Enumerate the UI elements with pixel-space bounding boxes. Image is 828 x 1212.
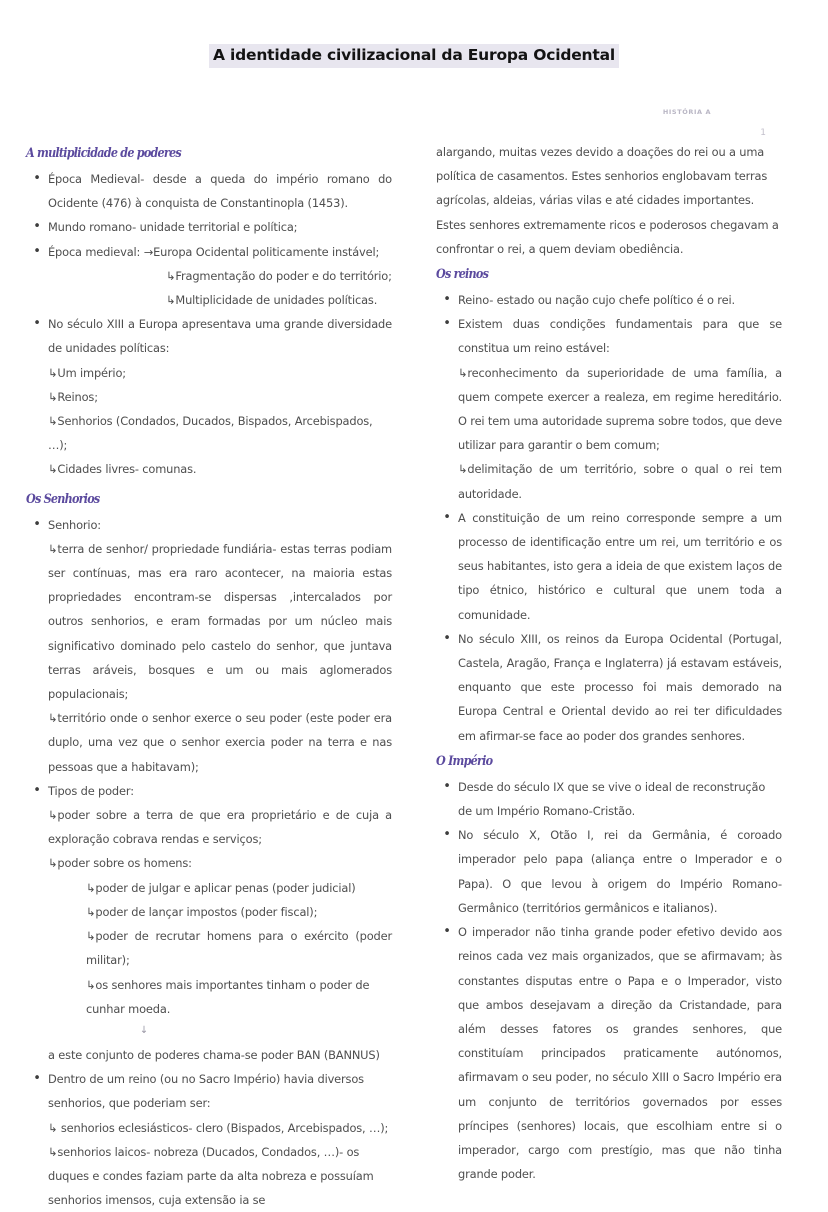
- sub-item-text: ↳Cidades livres- comunas.: [48, 462, 197, 477]
- left-column: [0, 140, 414, 1212]
- sub-item-text: ↳senhorios laicos- nobreza (Ducados, Condados, …)- os duques e condes faziam parte da alta nobreza e possuíam senhorios imensos, cuja extensão ia se: [48, 1144, 374, 1208]
- list-item: [436, 775, 782, 823]
- list-item-text: Época Medieval- desde a queda do império romano do Ocidente (476) à conquista de Constantinopla (1453).: [48, 172, 392, 211]
- sub-item-text: ↳reconhecimento da superioridade de uma família, a quem compete exercer a realeza, em regime hereditário. O rei tem uma autoridade suprema sobre todos, que deve utilizar para garantir o bem comum;: [458, 365, 782, 453]
- bullet-icon: •: [33, 316, 41, 332]
- list-item-text: Existem duas condições fundamentais para que se constitua um reino estável:: [458, 317, 782, 356]
- title-row: [0, 0, 828, 68]
- list-item: [26, 167, 392, 215]
- list-item-text: No século X, Otão I, rei da Germânia, é coroado imperador pelo papa (aliança entre o Imperador e o Papa). O que levou à origem do Império Romano-Germânico (territórios germânicos e italianos).: [458, 828, 782, 915]
- list-item: [436, 627, 782, 748]
- bullet-icon: •: [443, 509, 451, 525]
- list-item: [436, 920, 782, 1186]
- section-heading-imperio: O Império: [436, 753, 493, 769]
- left-block-multiplicidade: [26, 167, 392, 482]
- sub-item-text: ↳Reinos;: [48, 389, 98, 404]
- list-item-text: Senhorio:: [48, 517, 101, 532]
- sub-item-text: ↳poder sobre os homens:: [48, 856, 192, 871]
- bullet-icon: •: [443, 827, 451, 843]
- sub-item-text: ↳território onde o senhor exerce o seu poder (este poder era duplo, uma vez que o senhor exercia poder na terra e nas pessoas que a habitavam);: [48, 711, 392, 774]
- sub-item-text: ↳Multiplicidade de unidades políticas.: [166, 293, 378, 308]
- sub-item-text: ↳poder de julgar e aplicar penas (poder judicial): [86, 880, 356, 895]
- list-item-text: No século XIII, os reinos da Europa Ocidental (Portugal, Castela, Aragão, França e Inglaterra) já estavam estáveis, enquanto que este processo foi mais demorado na Europa Central e Oriental devido ao rei ter dificuldades em afirmar-se face ao poder dos grandes senhores.: [458, 631, 782, 743]
- right-continuation-block: [436, 140, 782, 261]
- bullet-icon: •: [33, 219, 41, 235]
- bullet-icon: •: [33, 516, 41, 532]
- down-arrow-icon: ↓: [139, 1024, 149, 1036]
- list-item: [26, 1067, 392, 1115]
- list-item-text: Dentro de um reino (ou no Sacro Império) havia diversos senhorios, que poderiam ser:: [48, 1072, 364, 1111]
- right-block-reinos: [436, 288, 782, 748]
- list-item-text: Desde do século IX que se vive o ideal de reconstrução de um Império Romano-Cristão.: [458, 779, 766, 819]
- bullet-icon: •: [33, 1071, 41, 1087]
- subject-header: HISTÓRIA A: [662, 108, 712, 116]
- sub-item-text: ↳Senhorios (Condados, Ducados, Bispados, Arcebispados, …);: [48, 414, 373, 453]
- sub-item-text: ↳terra de senhor/ propriedade fundiária- estas terras podiam ser contínuas, mas era raro acontecer, na maioria estas propriedades encontram-se dispersas ,intercalados por outros senhorios, e eram formadas por um núcleo mais significativo dominado pelo castelo do senhor, que juntava terras aráveis, bosques e um ou mais aglomerados populacionais;: [48, 541, 392, 702]
- sub-item-text: ↳poder sobre a terra de que era proprietário e de cuja a exploração cobrava rendas e serviços;: [48, 808, 392, 847]
- list-item-text: Reino- estado ou nação cujo chefe político é o rei.: [458, 293, 735, 308]
- sub-item-text: ↳ senhorios eclesiásticos- clero (Bispados, Arcebispados, …);: [48, 1120, 389, 1135]
- list-item: [26, 215, 392, 239]
- page-number: 1: [760, 128, 766, 138]
- bullet-icon: •: [33, 171, 41, 186]
- bullet-icon: •: [33, 782, 41, 798]
- list-item-text: O imperador não tinha grande poder efetivo devido aos reinos cada vez mais organizados, que se afirmavam; às constantes disputas entre o Papa e o Imperador, visto que ambos desejavam a direção da Cristandade, para além desses fatores os grandes senhores, que constituíam principados praticamente autónomos, afirmavam o seu poder, no século XIII o Sacro Império era um conjunto de territórios governados por esses príncipes (senhores) locais, que escolhiam entre si o imperador, cargo com prestígio, mas que não tinha grande poder.: [458, 925, 782, 1182]
- list-item: [436, 312, 782, 360]
- section-heading-multiplicidade: A multiplicidade de poderes: [26, 146, 181, 161]
- sub-item-text: ↳delimitação de um território, sobre o qual o rei tem autoridade.: [458, 462, 782, 501]
- left-block-senhorios: [26, 513, 392, 1212]
- header-meta: [602, 108, 772, 138]
- list-item: [26, 513, 392, 537]
- sub-item-text: ↳Um império;: [48, 365, 126, 380]
- sub-item-text: ↳Fragmentação do poder e do território;: [166, 268, 392, 283]
- two-column-body: [0, 140, 828, 1212]
- sub-item-text: ↳poder de lançar impostos (poder fiscal);: [86, 904, 318, 919]
- list-item-text: Época medieval: →Europa Ocidental politicamente instável;: [48, 244, 380, 259]
- bullet-icon: •: [443, 630, 451, 646]
- bullet-icon: •: [443, 778, 451, 794]
- bullet-icon: •: [443, 924, 451, 940]
- list-item-text: No século XIII a Europa apresentava uma grande diversidade de unidades políticas:: [48, 317, 392, 356]
- sub-item-text: ↳os senhores mais importantes tinham o poder de cunhar moeda.: [86, 977, 370, 1016]
- list-item-text: Tipos de poder:: [48, 783, 134, 798]
- right-column: [414, 140, 828, 1212]
- list-item: [436, 823, 782, 920]
- list-item: [436, 506, 782, 627]
- ban-summary-text: a este conjunto de poderes chama-se poder BAN (BANNUS): [48, 1047, 380, 1062]
- section-heading-reinos: Os reinos: [436, 267, 489, 283]
- list-item-text: Mundo romano- unidade territorial e política;: [48, 220, 298, 235]
- bullet-icon: •: [33, 243, 41, 259]
- page-title: A identidade civilizacional da Europa Ocidental: [209, 44, 619, 68]
- bullet-icon: •: [443, 316, 451, 332]
- list-item: [26, 240, 392, 264]
- list-item-text: A constituição de um reino corresponde sempre a um processo de identificação entre um rei, um território e os seus habitantes, isto gera a ideia de que existem laços de tipo étnico, histórico e cultural que unem toda a comunidade.: [458, 510, 782, 622]
- right-block-imperio: [436, 775, 782, 1186]
- sub-item-text: ↳poder de recrutar homens para o exército (poder militar);: [86, 929, 392, 968]
- section-heading-senhorios: Os Senhorios: [26, 491, 100, 507]
- bullet-icon: •: [443, 292, 451, 308]
- list-item: [436, 288, 782, 312]
- list-item: [26, 312, 392, 360]
- continuation-paragraph: alargando, muitas vezes devido a doações do rei ou a uma política de casamentos. Estes senhorios englobavam terras agrícolas, aldeias, várias vilas e até cidades importantes. Estes senhores extremamente ricos e poderosos chegavam a confrontar o rei, a quem deviam obediência.: [436, 145, 779, 256]
- list-item: [26, 779, 392, 803]
